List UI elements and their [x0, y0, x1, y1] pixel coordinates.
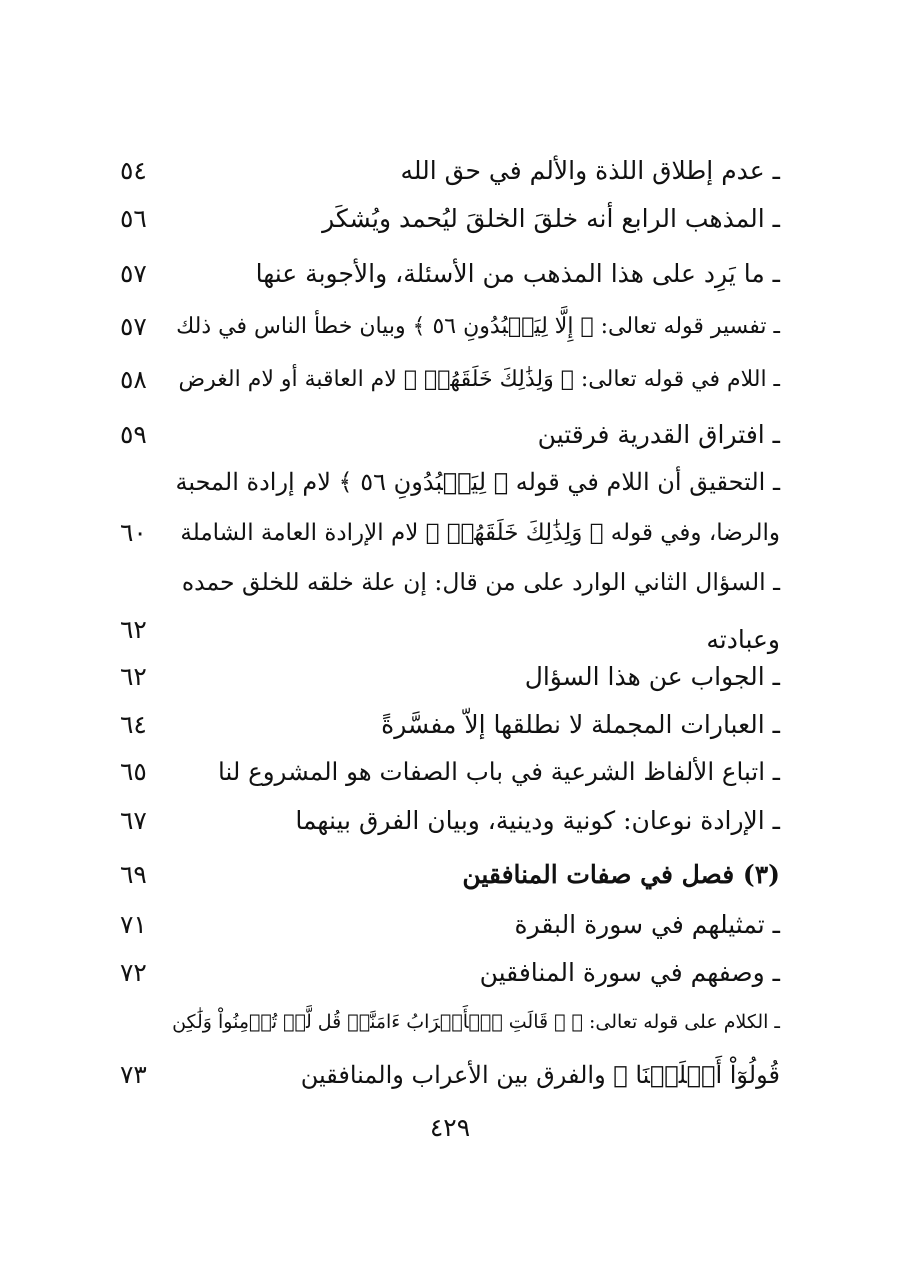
toc-page-number: ٥٩	[120, 420, 147, 449]
toc-row	[120, 795, 780, 847]
toc-page-number	[120, 996, 180, 1048]
toc-row	[120, 409, 780, 461]
toc-entry-text: ـ العبارات المجملة لا نطلقها إلاّ مفسَّرةً	[381, 710, 780, 739]
toc-row	[120, 899, 780, 951]
toc-row	[120, 354, 780, 406]
toc-page-number	[120, 556, 180, 608]
toc-page-number: ٥٨	[120, 365, 147, 394]
toc-entry-text: ـ المذهب الرابع أنه خلقَ الخلقَ ليُحمد ويُشكَر	[322, 204, 780, 233]
toc-row	[120, 849, 780, 901]
toc-entry-text: والرضا، وفي قوله ﴿ وَلِذَٰلِكَ خَلَقَهُمۡ ﴾ لام الإرادة العامة الشاملة	[180, 520, 780, 546]
section-heading: (٣) فصل في صفات المنافقين	[462, 860, 780, 889]
toc-entry-text: ـ اللام في قوله تعالى: ﴿ وَلِذَٰلِكَ خَلَقَهُمۡ ﴾ لام العاقبة أو لام الغرض	[178, 367, 780, 392]
toc-row	[120, 193, 780, 245]
toc-page-number: ٦٤	[120, 710, 147, 739]
toc-entry-text: ـ افتراق القدرية فرقتين	[537, 420, 780, 449]
toc-entry-text: ـ عدم إطلاق اللذة والألم في حق الله	[400, 156, 780, 185]
toc-entry-text: ـ اتباع الألفاظ الشرعية في باب الصفات هو المشروع لنا	[217, 757, 780, 786]
toc-entry-text: ـ الجواب عن هذا السؤال	[524, 662, 780, 691]
page-number-footer: ٤٢٩	[429, 1113, 471, 1142]
toc-row	[120, 248, 780, 300]
toc-page-number: ٥٦	[120, 204, 147, 233]
toc-row	[120, 699, 780, 751]
toc-entry-text: وعبادته	[706, 625, 780, 654]
toc-row	[120, 996, 780, 1048]
toc-page-number: ٦٢	[120, 662, 147, 691]
toc-entry-text: ـ السؤال الثاني الوارد على من قال: إن علة خلقه للخلق حمده	[181, 568, 780, 596]
toc-page-number: ٥٧	[120, 259, 147, 288]
toc-row	[120, 301, 780, 353]
toc-entry-text: ـ تمثيلهم في سورة البقرة	[514, 910, 780, 939]
toc-entry-text: ـ تفسير قوله تعالى: ﴿ إِلَّا لِيَعۡبُدُونِ ٥٦ ﴾ وبيان خطأ الناس في ذلك	[176, 314, 780, 339]
toc-row	[120, 507, 780, 559]
toc-row	[120, 145, 780, 197]
toc-row	[120, 651, 780, 703]
toc-page-number: ٧٣	[120, 1060, 147, 1089]
toc-entry-text: ـ التحقيق أن اللام في قوله ﴿ لِيَعۡبُدُونِ ٥٦ ﴾ لام إرادة المحبة	[175, 468, 780, 496]
toc-row	[120, 556, 780, 608]
toc-entry-text: ـ ما يَرِد على هذا المذهب من الأسئلة، والأجوبة عنها	[255, 259, 780, 288]
toc-page-number: ٦٧	[120, 806, 147, 835]
toc-entry-text: ـ وصفهم في سورة المنافقين	[479, 958, 780, 987]
toc-page-number: ٥٧	[120, 312, 147, 341]
toc-entry-text: قُولُوٓاْ أَسۡلَمۡنَا ﴾ والفرق بين الأعراب والمنافقين	[300, 1061, 780, 1089]
toc-row	[120, 746, 780, 798]
toc-row	[120, 947, 780, 999]
toc-page-number: ٥٤	[120, 156, 147, 185]
toc-page-number: ٦٥	[120, 757, 147, 786]
toc-page-number	[120, 456, 180, 508]
toc-row	[120, 456, 780, 508]
toc-page-number: ٧٢	[120, 958, 147, 987]
toc-entry-text: ـ الكلام على قوله تعالى: ﴿ ۞ قَالَتِ ٱلۡأَعۡرَابُ ءَامَنَّاۖ قُل لَّمۡ تُؤۡمِنُواْ وَلَٰكِن	[172, 1011, 780, 1033]
toc-page-number: ٦٠	[120, 518, 147, 547]
toc-entry-text: ـ الإرادة نوعان: كونية ودينية، وبيان الفرق بينهما	[295, 806, 780, 835]
toc-page-number: ٧١	[120, 910, 147, 939]
toc-row	[120, 1049, 780, 1101]
toc-page-number: ٦٢	[120, 615, 147, 644]
toc-row	[120, 604, 780, 656]
toc-page-number: ٦٩	[120, 860, 147, 889]
